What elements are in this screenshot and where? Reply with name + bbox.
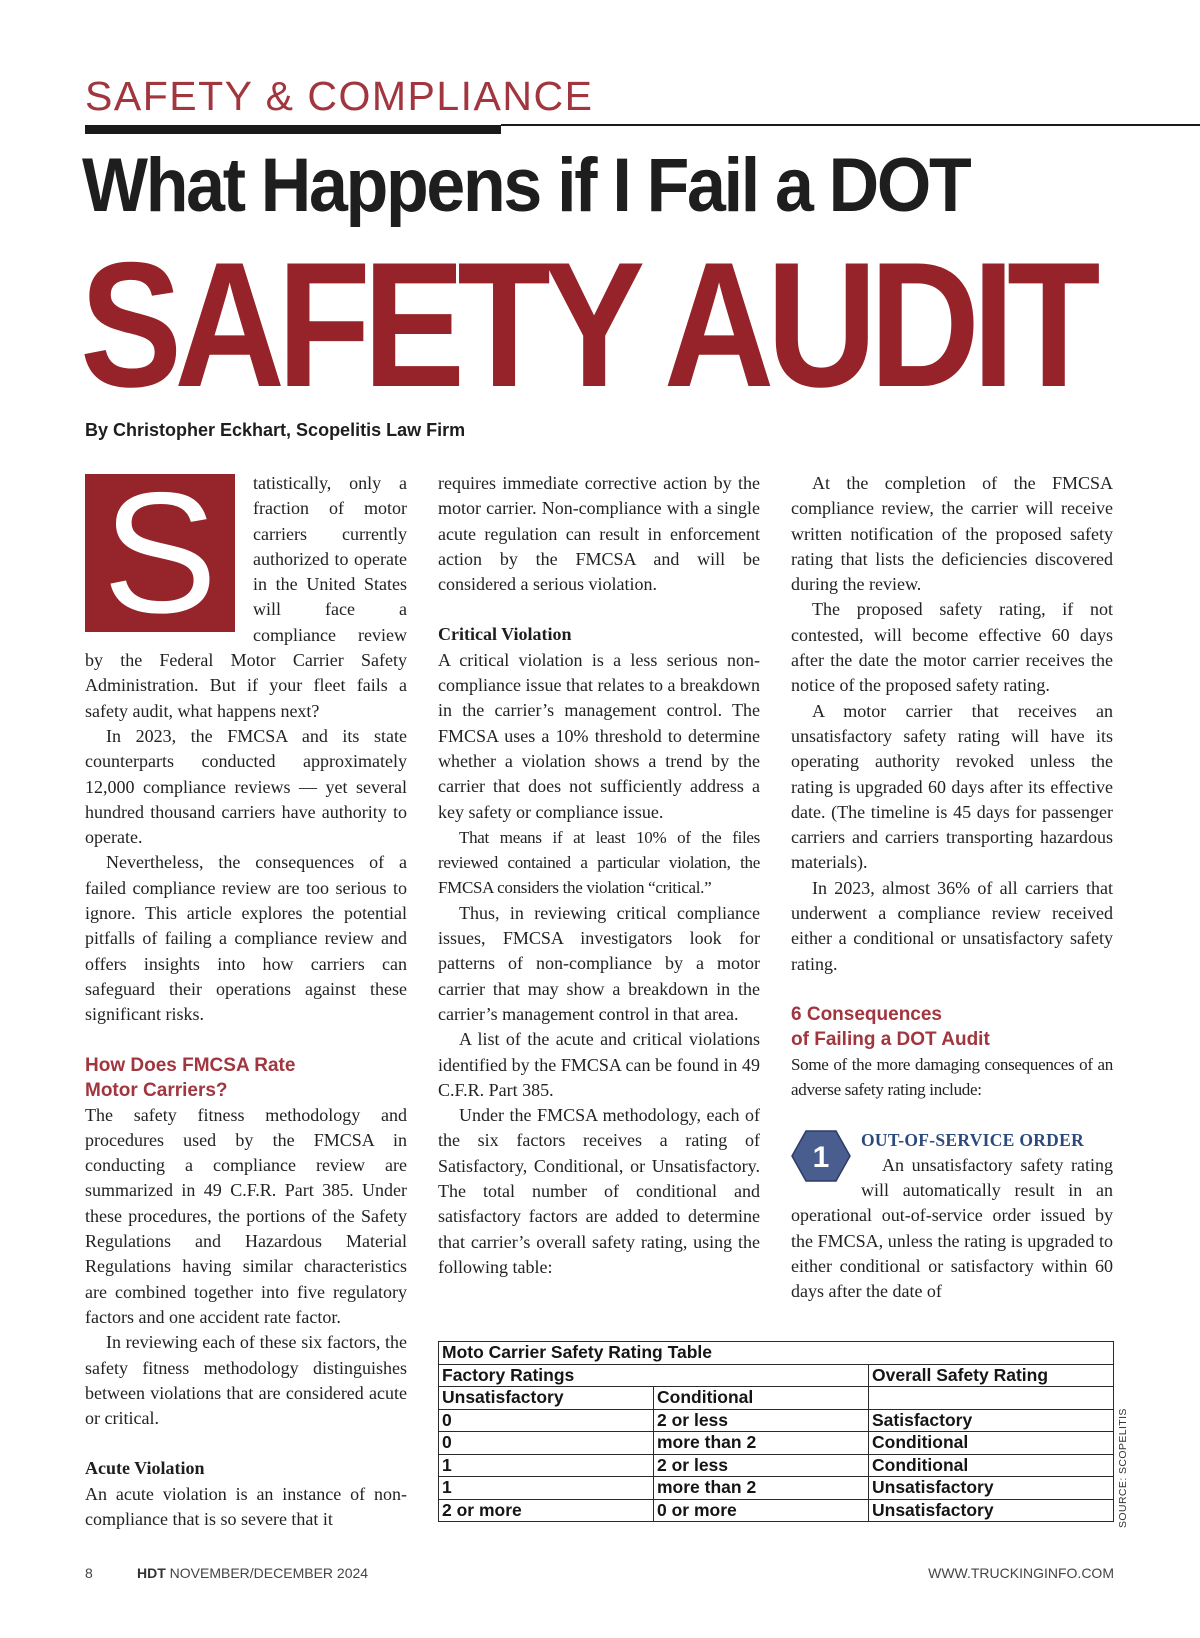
table-row bbox=[439, 1477, 1114, 1500]
intro-paragraph: S tatistically, only a fraction of motor carriers currently authorized to operate in the United States will face a compliance review by the Federal Motor Carrier Safety Administration. But if your fleet fails a safety audit, what happens next? bbox=[85, 457, 407, 721]
table-column-header-row bbox=[439, 1387, 1114, 1410]
safety-rating-table bbox=[438, 1341, 1114, 1522]
header-rule-thin bbox=[501, 124, 1200, 126]
source-credit: SOURCE: SCOPELITIS bbox=[1117, 1408, 1129, 1528]
table-row bbox=[439, 1409, 1114, 1432]
table-cell-overall: Unsatisfactory bbox=[869, 1477, 1114, 1500]
paragraph: Under the FMCSA methodology, each of the six factors receives a rating of Satisfactory, Conditional, or Unsatisfactory. The total number of conditional and satisfactory factors are added to determine that carrier’s overall safety rating, using the following table: bbox=[438, 1105, 760, 1277]
table-row bbox=[439, 1499, 1114, 1522]
table-cell-cond: more than 2 bbox=[654, 1432, 869, 1455]
conditional-header: Conditional bbox=[654, 1387, 869, 1410]
paragraph: That means if at least 10% of the files reviewed contained a particular violation, the FMCSA considers the violation “critical.” bbox=[438, 827, 760, 898]
paragraph: The safety fitness methodology and procedures used by the FMCSA in conducting a compliance review are summarized in 49 C.F.R. Part 385. Under these procedures, the portions of the Safety Regulations and Hazardous Material Regulations having similar characteristics are combined together into five regulatory factors and one accident rate factor. bbox=[85, 1104, 407, 1327]
paragraph: Some of the more damaging consequences of an adverse safety rating include: bbox=[791, 1054, 1113, 1100]
overall-rating-header: Overall Safety Rating bbox=[869, 1364, 1114, 1387]
paragraph: A critical violation is a less serious non-compliance issue that relates to a breakdown in the carrier’s management control. The FMCSA uses a 10% threshold to determine whether a violation shows a trend by the carrier that does not sufficiently address a key safety or compliance issue. bbox=[438, 649, 760, 822]
table-cell-overall: Satisfactory bbox=[869, 1409, 1114, 1432]
byline: By Christopher Eckhart, Scopelitis Law Firm bbox=[85, 420, 466, 440]
paragraph: Nevertheless, the consequences of a failed compliance review are too serious to ignore. This article explores the potential pitfalls of failing a compliance review and offers insights into how carriers can safeguard their operations against these significant risks. bbox=[85, 852, 407, 1025]
table-cell-unsat: 0 bbox=[439, 1432, 654, 1455]
table-cell-unsat: 1 bbox=[439, 1454, 654, 1477]
table-row bbox=[439, 1432, 1114, 1455]
number-badge-hexagon bbox=[791, 1130, 851, 1182]
website-url: WWW.TRUCKINGINFO.COM bbox=[928, 1565, 1114, 1581]
article-column-3 bbox=[791, 471, 1113, 1305]
table-cell-cond: more than 2 bbox=[654, 1477, 869, 1500]
table-cell-unsat: 2 or more bbox=[439, 1499, 654, 1522]
table-cell-unsat: 0 bbox=[439, 1409, 654, 1432]
paragraph: In reviewing each of these six factors, the safety fitness methodology distinguishes between violations that are considered acute or critical. bbox=[85, 1332, 407, 1429]
table-cell-overall: Conditional bbox=[869, 1454, 1114, 1477]
unsatisfactory-header: Unsatisfactory bbox=[439, 1387, 654, 1410]
table-cell-cond: 2 or less bbox=[654, 1454, 869, 1477]
table-cell-unsat: 1 bbox=[439, 1477, 654, 1500]
table-cell-overall: Unsatisfactory bbox=[869, 1499, 1114, 1522]
headline-line-1: What Happens if I Fail a DOT bbox=[82, 143, 970, 228]
subhead-acute-violation: Acute Violation bbox=[85, 1458, 205, 1479]
dropcap: S bbox=[85, 474, 235, 632]
paragraph: requires immediate corrective action by the motor carrier. Non-compliance with a single acute regulation can result in enforcement action by the FMCSA and will be considered a serious violation. bbox=[438, 473, 760, 595]
table-cell bbox=[869, 1387, 1114, 1410]
paragraph: In 2023, the FMCSA and its state counterparts conducted approximately 12,000 compliance reviews — yet several hundred thousand carriers have authority to operate. bbox=[85, 725, 407, 848]
table-cell-cond: 2 or less bbox=[654, 1409, 869, 1432]
paragraph: A list of the acute and critical violations identified by the FMCSA can be found in 49 C.F.R. Part 385. bbox=[438, 1029, 760, 1100]
paragraph: A motor carrier that receives an unsatisfactory safety rating will have its operating authority revoked unless the rating is upgraded 60 days after its effective date. (The timeline is 45 days for passenger carriers and carriers transporting hazardous materials). bbox=[791, 700, 1113, 873]
table-title-row bbox=[439, 1342, 1114, 1365]
paragraph: At the completion of the FMCSA compliance review, the carrier will receive written notification of the proposed safety rating that lists the deficiencies discovered during the review. bbox=[791, 473, 1113, 595]
table-row bbox=[439, 1454, 1114, 1477]
page-number: 8 bbox=[85, 1565, 93, 1581]
factory-ratings-header: Factory Ratings bbox=[439, 1364, 869, 1387]
subhead-critical-violation: Critical Violation bbox=[438, 624, 572, 645]
paragraph: An unsatisfactory safety rating will automatically result in an operational out-of-service order issued by the FMCSA, unless the rating is upgraded to either conditional or satisfactory within 60 days after the date of bbox=[791, 1154, 1113, 1302]
consequence-1 bbox=[791, 1128, 1113, 1305]
article-column-2 bbox=[438, 471, 760, 1280]
badge-number: 1 bbox=[812, 1140, 830, 1174]
headline-line-2: SAFETY AUDIT bbox=[80, 225, 1093, 424]
table-cell-overall: Conditional bbox=[869, 1432, 1114, 1455]
magazine-issue: HDT NOVEMBER/DECEMBER 2024 bbox=[137, 1565, 369, 1581]
table-cell-cond: 0 or more bbox=[654, 1499, 869, 1522]
paragraph: Thus, in reviewing critical compliance issues, FMCSA investigators look for patterns of non-compliance by a motor carrier that may show a breakdown in the carrier’s management control in that area. bbox=[438, 902, 760, 1024]
table-title: Moto Carrier Safety Rating Table bbox=[439, 1342, 1114, 1365]
header-rule-thick bbox=[85, 125, 501, 134]
paragraph: The proposed safety rating, if not contested, will become effective 60 days after the date the motor carrier receives the notice of the proposed safety rating. bbox=[791, 599, 1113, 696]
article-column-1 bbox=[85, 457, 407, 1532]
subhead-consequences: 6 Consequences of Failing a DOT Audit bbox=[791, 1003, 990, 1050]
consequence-title: OUT-OF-SERVICE ORDER bbox=[861, 1129, 1085, 1150]
subhead-fmcsa-rating: How Does FMCSA Rate Motor Carriers? bbox=[85, 1054, 296, 1101]
paragraph: An acute violation is an instance of non-compliance that is so severe that it bbox=[85, 1483, 407, 1529]
paragraph: In 2023, almost 36% of all carriers that underwent a compliance review received either a conditional or unsatisfactory safety rating. bbox=[791, 877, 1113, 974]
table-group-header-row bbox=[439, 1364, 1114, 1387]
section-label: SAFETY & COMPLIANCE bbox=[85, 73, 594, 119]
